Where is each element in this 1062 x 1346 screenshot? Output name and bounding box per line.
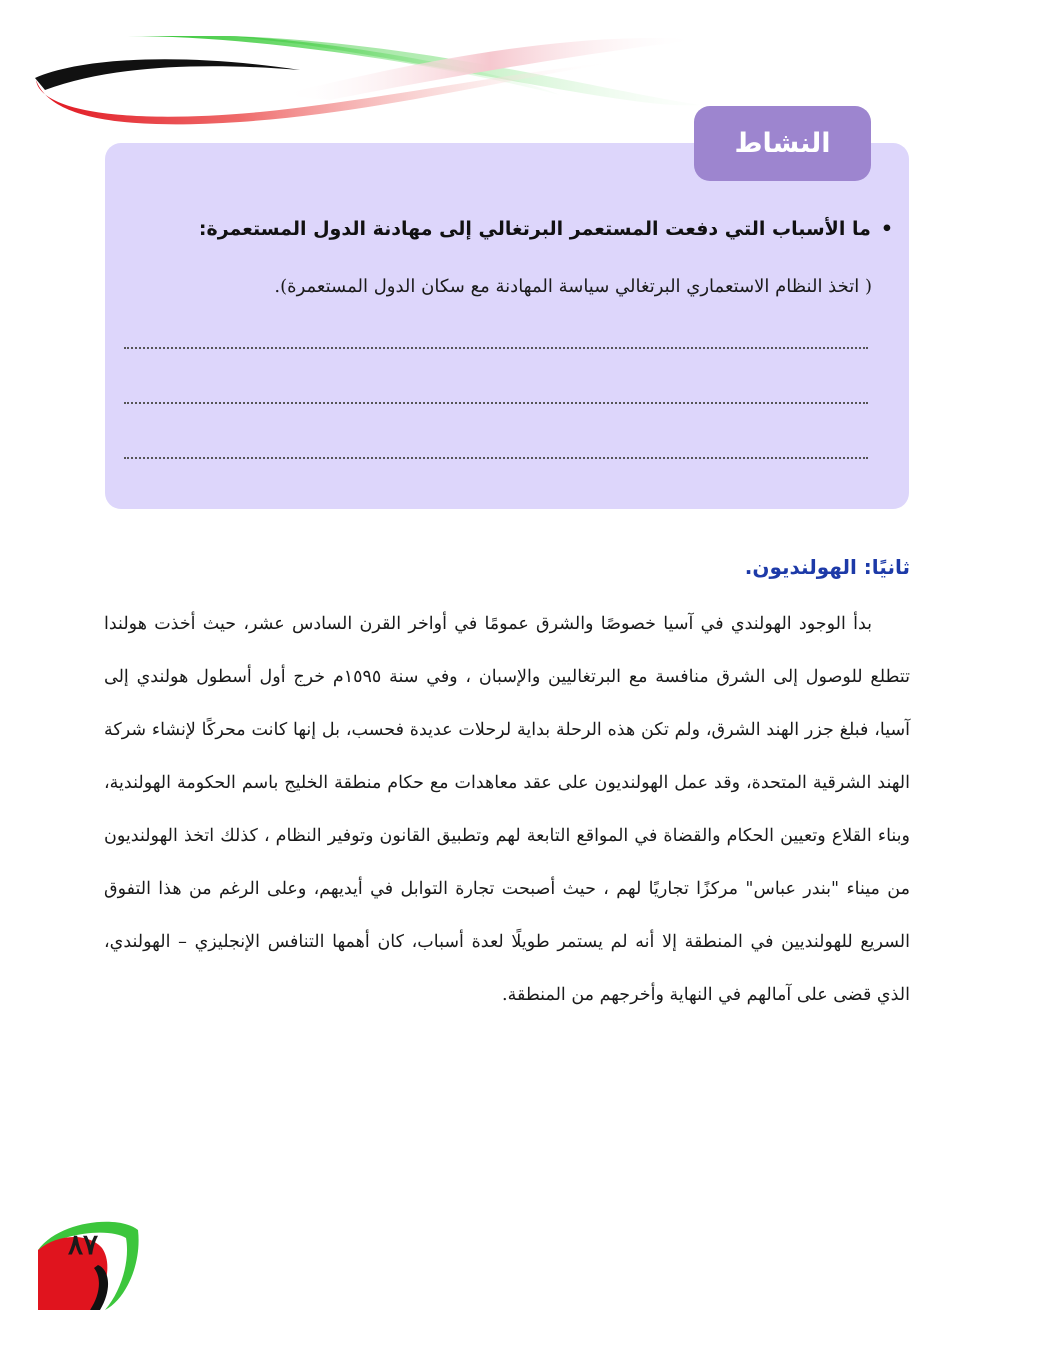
question-text: ما الأسباب التي دفعت المستعمر البرتغالي إلى مهادنة الدول المستعمرة: [198, 218, 871, 240]
page-number-decoration [30, 1210, 150, 1320]
activity-answer: ( اتخذ النظام الاستعماري البرتغالي سياسة المهادنة مع سكان الدول المستعمرة). [274, 276, 872, 297]
activity-title-tab [694, 106, 871, 181]
answer-line-1 [124, 347, 868, 349]
activity-title: النشاط [734, 128, 831, 159]
activity-question [153, 218, 893, 240]
page-number: ٨٧ [68, 1228, 99, 1261]
section-heading: ثانيًا: الهولنديون. [744, 555, 910, 579]
black-ribbon [35, 59, 300, 90]
section-paragraph: بدأ الوجود الهولندي في آسيا خصوصًا والشرق عمومًا في أواخر القرن السادس عشر، حيث أخذت هولندا تتطلع للوصول إلى الشرق منافسة مع البرتغاليين والإسبان ، وفي سنة ١٥٩٥م خرج أول أسطول هولندي إلى آسيا، فبلغ جزر الهند الشرق، ولم تكن هذه الرحلة بداية لرحلات عديدة فحسب، بل إنها كانت محركًا لإنشاء شركة الهند الشرقية المتحدة، وقد عمل الهولنديون على عقد معاهدات مع حكام منطقة الخليج باسم الحكومة الهولندية، وبناء القلاع وتعيين الحكام والقضاة في المواقع التابعة لهم وتطبيق القانون وتوفير النظام ، كذلك اتخذ الهولنديون من ميناء "بندر عباس" مركزًا تجاريًا لهم ، حيث أصبحت تجارة التوابل في أيديهم، وعلى الرغم من هذا التفوق السريع للهولنديين في المنطقة إلا أنه لم يستمر طويلًا لعدة أسباب، كان أهمها التنافس الإنجليزي – الهولندي، الذي قضى على آمالهم في النهاية وأخرجهم من المنطقة. [104, 614, 910, 1005]
flag-ribbon-decoration [0, 0, 1062, 140]
activity-box [105, 143, 909, 509]
answer-line-2 [124, 402, 868, 404]
answer-line-3 [124, 457, 868, 459]
bullet-icon: • [880, 218, 893, 240]
